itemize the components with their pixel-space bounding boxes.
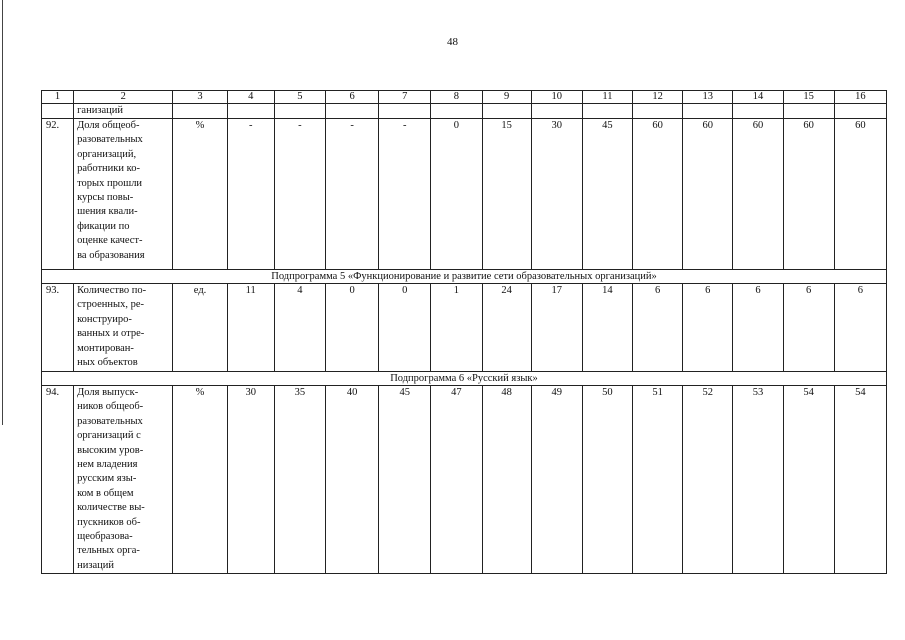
value-cell: 49 <box>531 386 582 574</box>
value-cell: 6 <box>834 284 886 372</box>
header-cell: 14 <box>733 91 783 104</box>
indicator-name-line: нем владения <box>77 459 138 471</box>
header-cell: 9 <box>482 91 531 104</box>
value-cell: 30 <box>227 386 274 574</box>
header-cell: 15 <box>783 91 834 104</box>
continuation-text: ганизаций <box>74 104 173 119</box>
indicator-name <box>74 284 173 372</box>
value-cell: 24 <box>482 284 531 372</box>
value-cell: 60 <box>633 119 683 270</box>
value-cell: 6 <box>633 284 683 372</box>
indicator-name-line: организаций с <box>77 430 141 442</box>
indicator-name-line: оценке качест- <box>77 235 143 247</box>
value-cell: 11 <box>227 284 274 372</box>
indicator-name <box>74 119 173 270</box>
indicator-table <box>41 90 887 574</box>
value-cell: 0 <box>379 284 431 372</box>
value-cell: 6 <box>733 284 783 372</box>
value-cell: 60 <box>783 119 834 270</box>
value-cell: 4 <box>274 284 325 372</box>
value-cell: 54 <box>783 386 834 574</box>
indicator-name-line: пускников об- <box>77 516 141 528</box>
value-cell: 48 <box>482 386 531 574</box>
header-cell: 16 <box>834 91 886 104</box>
value-cell: - <box>379 119 431 270</box>
margin-line <box>2 0 3 425</box>
indicator-name-line: конструиро- <box>77 313 132 325</box>
table-row <box>42 284 887 372</box>
table-row <box>42 386 887 574</box>
section-title: Подпрограмма 6 «Русский язык» <box>42 372 887 386</box>
indicator-name-line: количестве вы- <box>77 502 145 514</box>
header-cell: 10 <box>531 91 582 104</box>
header-cell: 2 <box>74 91 173 104</box>
indicator-name-line: работники ко- <box>77 163 140 175</box>
indicator-name-line: шения квали- <box>77 206 138 218</box>
value-cell: 17 <box>531 284 582 372</box>
indicator-name-line: ванных и отре- <box>77 328 145 340</box>
value-cell: 6 <box>783 284 834 372</box>
row-number: 94. <box>42 386 74 574</box>
indicator-name-line: монтирован- <box>77 342 134 354</box>
table-row <box>42 119 887 270</box>
indicator-name-line: высоким уров- <box>77 444 144 456</box>
section-row <box>42 270 887 284</box>
indicator-name-line: курсы повы- <box>77 192 134 204</box>
indicator-name-line: ных объектов <box>77 357 138 369</box>
header-cell: 13 <box>683 91 733 104</box>
indicator-name-line: фикации по <box>77 220 130 232</box>
indicator-name-line: Доля общеоб- <box>77 120 140 131</box>
indicator-name <box>74 386 173 574</box>
indicator-name-line: Количество по- <box>77 285 147 296</box>
indicator-name-line: торых прошли <box>77 177 143 189</box>
value-cell: - <box>325 119 378 270</box>
unit-cell: ед. <box>173 284 227 372</box>
value-cell: 0 <box>431 119 482 270</box>
unit-cell: % <box>173 119 227 270</box>
value-cell: 40 <box>325 386 378 574</box>
section-row <box>42 372 887 386</box>
value-cell: 51 <box>633 386 683 574</box>
header-cell: 6 <box>325 91 378 104</box>
header-cell: 5 <box>274 91 325 104</box>
header-cell: 7 <box>379 91 431 104</box>
value-cell: 15 <box>482 119 531 270</box>
header-cell: 4 <box>227 91 274 104</box>
indicator-name-line: ников общеоб- <box>77 401 144 413</box>
section-title: Подпрограмма 5 «Функционирование и развитие сети образовательных организаций» <box>42 270 887 284</box>
value-cell: 45 <box>379 386 431 574</box>
indicator-name-line: русским язы- <box>77 473 137 485</box>
value-cell: 6 <box>683 284 733 372</box>
value-cell: 60 <box>733 119 783 270</box>
value-cell: 30 <box>531 119 582 270</box>
indicator-name-line: Доля выпуск- <box>77 387 139 398</box>
table-header-row <box>42 91 887 104</box>
header-cell: 11 <box>582 91 632 104</box>
value-cell: 54 <box>834 386 886 574</box>
indicator-name-line: ком в общем <box>77 487 134 499</box>
value-cell: 35 <box>274 386 325 574</box>
value-cell: 0 <box>325 284 378 372</box>
row-number: 92. <box>42 119 74 270</box>
unit-cell: % <box>173 386 227 574</box>
continuation-row <box>42 104 887 119</box>
indicator-name-line: ва образования <box>77 249 145 261</box>
value-cell: 1 <box>431 284 482 372</box>
indicator-name-line: тельных орга- <box>77 545 140 557</box>
value-cell: 50 <box>582 386 632 574</box>
page-number: 48 <box>447 36 458 48</box>
indicator-name-line: разовательных <box>77 415 143 427</box>
row-number: 93. <box>42 284 74 372</box>
indicator-name-line: строенных, ре- <box>77 299 144 311</box>
value-cell: 14 <box>582 284 632 372</box>
value-cell: 60 <box>683 119 733 270</box>
value-cell: - <box>227 119 274 270</box>
indicator-name-line: щеобразова- <box>77 531 133 543</box>
indicator-name-line: разовательных <box>77 134 143 146</box>
indicator-name-line: организаций, <box>77 148 137 160</box>
value-cell: 60 <box>834 119 886 270</box>
value-cell: 47 <box>431 386 482 574</box>
header-cell: 3 <box>173 91 227 104</box>
header-cell: 1 <box>42 91 74 104</box>
value-cell: 53 <box>733 386 783 574</box>
value-cell: 52 <box>683 386 733 574</box>
value-cell: - <box>274 119 325 270</box>
indicator-name-line: низаций <box>77 559 115 571</box>
header-cell: 8 <box>431 91 482 104</box>
value-cell: 45 <box>582 119 632 270</box>
header-cell: 12 <box>633 91 683 104</box>
